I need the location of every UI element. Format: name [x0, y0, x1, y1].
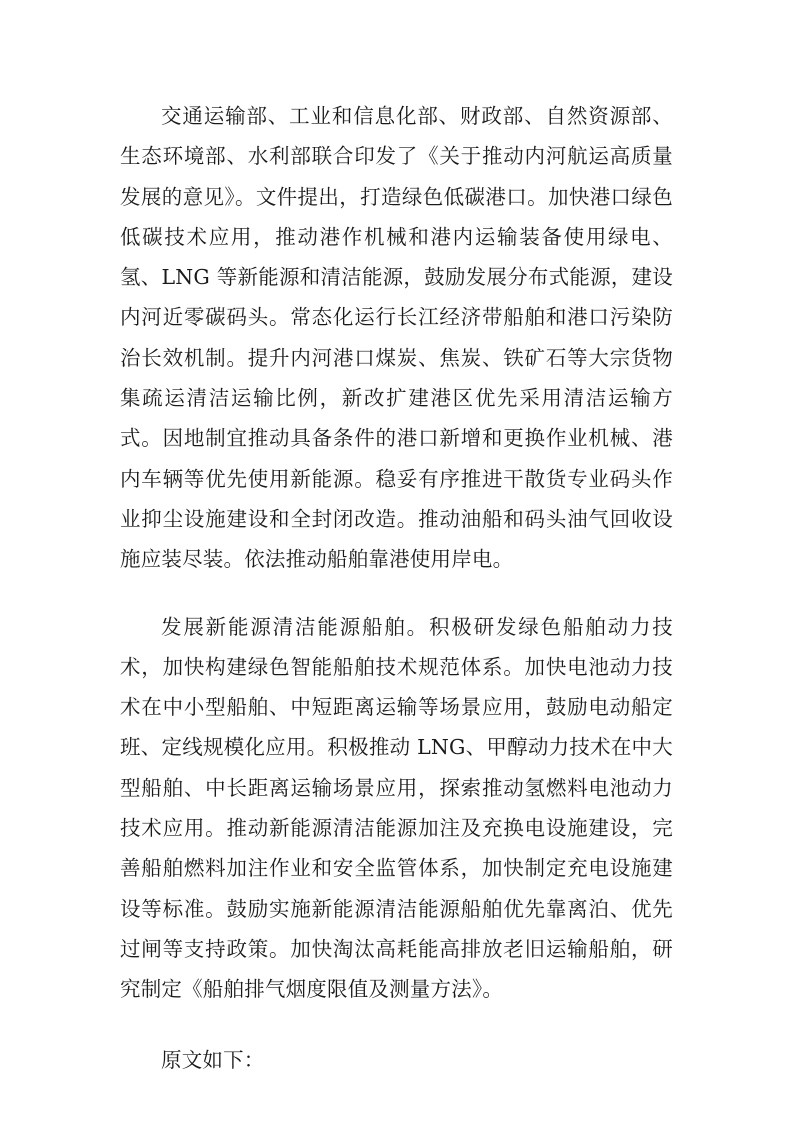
paragraph-new-energy-ships: 发展新能源清洁能源船舶。积极研发绿色船舶动力技术，加快构建绿色智能船舶技术规范体系。加快电池动力技术在中小型船舶、中短距离运输等场景应用，鼓励电动船定班、定线规模化应用。积极推动 LNG、甲醇动力技术在中大型船舶、中长距离运输场景应用，探索推动氢燃料电池动力技术应用。推动新能源清洁能源加注及充换电设施建设，完善船舶燃料加注作业和安全监管体系，加快制定充电设施建设等标准。鼓励实施新能源清洁能源船舶优先靠离泊、优先过闸等支持政策。加快淘汰高耗能高排放老旧运输船舶，研究制定《船舶排气烟度限值及测量方法》。: [120, 614, 673, 1002]
paragraph-original-text-intro: 原文如下：: [161, 1047, 265, 1072]
document-page: [120, 96, 673, 1080]
paragraph-green-ports: 交通运输部、工业和信息化部、财政部、自然资源部、生态环境部、水利部联合印发了《关于推动内河航运高质量发展的意见》。文件提出，打造绿色低碳港口。加快港口绿色低碳技术应用，推动港作机械和港内运输装备使用绿电、氢、LNG 等新能源和清洁能源，鼓励发展分布式能源，建设内河近零碳码头。常态化运行长江经济带船舶和港口污染防治长效机制。提升内河港口煤炭、焦炭、铁矿石等大宗货物集疏运清洁运输比例，新改扩建港区优先采用清洁运输方式。因地制宜推动具备条件的港口新增和更换作业机械、港内车辆等优先使用新能源。稳妥有序推进干散货专业码头作业抑尘设施建设和全封闭改造。推动油船和码头油气回收设施应装尽装。依法推动船舶靠港使用岸电。: [120, 104, 673, 572]
